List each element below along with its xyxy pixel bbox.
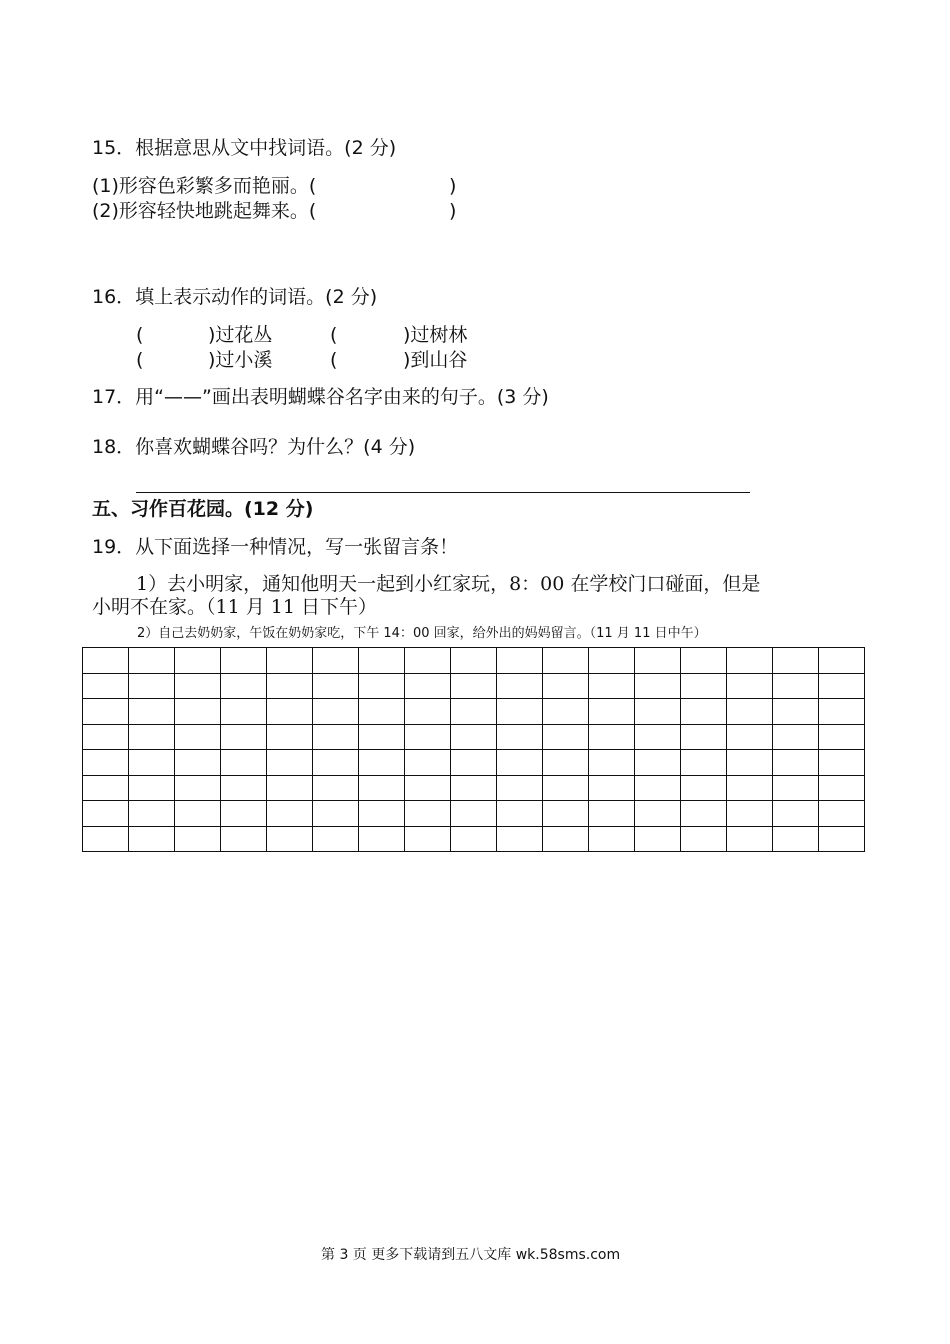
grid-cell[interactable] — [83, 673, 129, 699]
grid-cell[interactable] — [543, 750, 589, 776]
grid-cell[interactable] — [589, 750, 635, 776]
grid-cell[interactable] — [313, 826, 359, 852]
grid-cell[interactable] — [635, 750, 681, 776]
grid-cell[interactable] — [313, 724, 359, 750]
q18-answer-line — [136, 492, 750, 493]
grid-cell[interactable] — [129, 775, 175, 801]
grid-cell[interactable] — [773, 724, 819, 750]
q19-title: 19．从下面选择一种情况，写一张留言条！ — [92, 536, 459, 558]
grid-cell[interactable] — [819, 826, 865, 852]
grid-cell[interactable] — [543, 699, 589, 725]
grid-cell[interactable] — [267, 724, 313, 750]
grid-cell[interactable] — [405, 826, 451, 852]
grid-row — [83, 699, 865, 725]
q15-item2-close: ) — [449, 200, 457, 222]
grid-cell[interactable] — [175, 673, 221, 699]
grid-cell[interactable] — [681, 648, 727, 674]
grid-cell[interactable] — [129, 826, 175, 852]
grid-cell[interactable] — [727, 673, 773, 699]
grid-cell[interactable] — [589, 648, 635, 674]
grid-cell[interactable] — [129, 801, 175, 827]
grid-row — [83, 724, 865, 750]
grid-cell[interactable] — [221, 699, 267, 725]
grid-cell[interactable] — [819, 673, 865, 699]
grid-cell[interactable] — [773, 826, 819, 852]
grid-cell[interactable] — [819, 699, 865, 725]
grid-cell[interactable] — [129, 648, 175, 674]
q16-item3-open: ( — [136, 349, 144, 371]
grid-cell[interactable] — [175, 648, 221, 674]
grid-cell[interactable] — [267, 750, 313, 776]
grid-cell[interactable] — [543, 775, 589, 801]
grid-cell[interactable] — [405, 750, 451, 776]
q16-item4-close: )到山谷 — [403, 349, 468, 371]
grid-cell[interactable] — [773, 673, 819, 699]
grid-cell[interactable] — [681, 750, 727, 776]
grid-cell[interactable] — [359, 699, 405, 725]
grid-cell[interactable] — [819, 801, 865, 827]
grid-cell[interactable] — [313, 750, 359, 776]
grid-cell[interactable] — [129, 750, 175, 776]
grid-cell[interactable] — [175, 801, 221, 827]
grid-cell[interactable] — [773, 801, 819, 827]
q16-item4-open: ( — [330, 349, 338, 371]
q19-option2: 2）自己去奶奶家，午饭在奶奶家吃，下午 14：00 回家，给外出的妈妈留言。（11 月 11 日中午） — [137, 626, 707, 641]
grid-cell[interactable] — [221, 673, 267, 699]
grid-cell[interactable] — [221, 648, 267, 674]
writing-grid — [82, 647, 865, 852]
grid-cell[interactable] — [451, 699, 497, 725]
grid-row — [83, 648, 865, 674]
grid-row — [83, 673, 865, 699]
grid-cell[interactable] — [405, 648, 451, 674]
grid-cell[interactable] — [405, 801, 451, 827]
grid-cell[interactable] — [819, 775, 865, 801]
grid-cell[interactable] — [543, 673, 589, 699]
grid-cell[interactable] — [221, 775, 267, 801]
q16-title: 16．填上表示动作的词语。(2 分) — [92, 286, 378, 308]
grid-cell[interactable] — [681, 826, 727, 852]
grid-cell[interactable] — [635, 673, 681, 699]
grid-cell[interactable] — [313, 801, 359, 827]
grid-cell[interactable] — [175, 775, 221, 801]
grid-cell[interactable] — [497, 724, 543, 750]
grid-cell[interactable] — [819, 750, 865, 776]
grid-cell[interactable] — [313, 673, 359, 699]
grid-cell[interactable] — [727, 750, 773, 776]
grid-cell[interactable] — [175, 750, 221, 776]
q16-item1-close: )过花丛 — [208, 324, 273, 346]
grid-cell[interactable] — [405, 699, 451, 725]
q16-item2-open: ( — [330, 324, 338, 346]
q15-item2-label: (2)形容轻快地跳起舞来。( — [92, 200, 317, 222]
grid-cell[interactable] — [83, 775, 129, 801]
grid-cell[interactable] — [773, 775, 819, 801]
grid-cell[interactable] — [451, 801, 497, 827]
grid-cell[interactable] — [543, 801, 589, 827]
grid-cell[interactable] — [359, 750, 405, 776]
grid-cell[interactable] — [313, 775, 359, 801]
grid-cell[interactable] — [359, 775, 405, 801]
grid-cell[interactable] — [497, 648, 543, 674]
grid-cell[interactable] — [819, 724, 865, 750]
q19-option1-line1: 1）去小明家，通知他明天一起到小红家玩，8：00 在学校门口碰面，但是 — [136, 573, 761, 595]
grid-cell[interactable] — [129, 699, 175, 725]
grid-cell[interactable] — [727, 648, 773, 674]
grid-cell[interactable] — [405, 673, 451, 699]
grid-cell[interactable] — [83, 699, 129, 725]
grid-cell[interactable] — [267, 648, 313, 674]
grid-cell[interactable] — [267, 826, 313, 852]
grid-cell[interactable] — [175, 699, 221, 725]
grid-cell[interactable] — [635, 775, 681, 801]
grid-cell[interactable] — [635, 826, 681, 852]
q15-title: 15．根据意思从文中找词语。(2 分) — [92, 137, 397, 159]
grid-cell[interactable] — [359, 648, 405, 674]
grid-cell[interactable] — [313, 699, 359, 725]
grid-cell[interactable] — [635, 648, 681, 674]
grid-cell[interactable] — [589, 775, 635, 801]
section5-title: 五、习作百花园。(12 分) — [92, 498, 314, 520]
grid-cell[interactable] — [451, 724, 497, 750]
grid-cell[interactable] — [773, 648, 819, 674]
grid-cell[interactable] — [589, 699, 635, 725]
grid-cell[interactable] — [497, 775, 543, 801]
grid-row — [83, 826, 865, 852]
grid-cell[interactable] — [175, 724, 221, 750]
grid-cell[interactable] — [819, 648, 865, 674]
grid-cell[interactable] — [635, 724, 681, 750]
q16-item2-close: )过树林 — [403, 324, 468, 346]
grid-cell[interactable] — [727, 699, 773, 725]
grid-cell[interactable] — [451, 673, 497, 699]
q17-title: 17．用“——”画出表明蝴蝶谷名字由来的句子。(3 分) — [92, 386, 549, 408]
grid-cell[interactable] — [221, 724, 267, 750]
grid-cell[interactable] — [635, 801, 681, 827]
q18-title: 18．你喜欢蝴蝶谷吗？为什么？(4 分) — [92, 436, 416, 458]
grid-cell[interactable] — [405, 724, 451, 750]
grid-cell[interactable] — [727, 801, 773, 827]
grid-cell[interactable] — [83, 724, 129, 750]
grid-cell[interactable] — [221, 826, 267, 852]
grid-cell[interactable] — [451, 826, 497, 852]
grid-cell[interactable] — [175, 826, 221, 852]
q15-item1-label: (1)形容色彩繁多而艳丽。( — [92, 175, 317, 197]
grid-cell[interactable] — [727, 826, 773, 852]
grid-cell[interactable] — [589, 801, 635, 827]
grid-cell[interactable] — [681, 699, 727, 725]
grid-cell[interactable] — [129, 673, 175, 699]
grid-cell[interactable] — [129, 724, 175, 750]
grid-cell[interactable] — [451, 750, 497, 776]
grid-cell[interactable] — [497, 673, 543, 699]
grid-cell[interactable] — [267, 801, 313, 827]
grid-cell[interactable] — [589, 826, 635, 852]
grid-cell[interactable] — [451, 775, 497, 801]
grid-row — [83, 750, 865, 776]
grid-cell[interactable] — [681, 724, 727, 750]
grid-cell[interactable] — [405, 775, 451, 801]
grid-cell[interactable] — [773, 750, 819, 776]
grid-cell[interactable] — [83, 750, 129, 776]
grid-cell[interactable] — [543, 724, 589, 750]
grid-cell[interactable] — [267, 775, 313, 801]
grid-cell[interactable] — [497, 750, 543, 776]
grid-cell[interactable] — [681, 775, 727, 801]
grid-cell[interactable] — [589, 673, 635, 699]
q16-item1-open: ( — [136, 324, 144, 346]
grid-cell[interactable] — [543, 826, 589, 852]
grid-cell[interactable] — [543, 648, 589, 674]
q19-option1-line2: 小明不在家。（11 月 11 日下午） — [92, 596, 377, 618]
q15-item1-close: ) — [449, 175, 457, 197]
grid-cell[interactable] — [83, 826, 129, 852]
grid-cell[interactable] — [497, 699, 543, 725]
q16-item3-close: )过小溪 — [208, 349, 273, 371]
page-footer: 第 3 页 更多下载请到五八文库 wk.58sms.com — [321, 1247, 621, 1263]
grid-cell[interactable] — [83, 801, 129, 827]
grid-cell[interactable] — [451, 648, 497, 674]
grid-cell[interactable] — [359, 724, 405, 750]
grid-cell[interactable] — [221, 801, 267, 827]
grid-cell[interactable] — [497, 801, 543, 827]
grid-cell[interactable] — [313, 648, 359, 674]
grid-cell[interactable] — [727, 724, 773, 750]
grid-cell[interactable] — [221, 750, 267, 776]
grid-cell[interactable] — [267, 673, 313, 699]
grid-row — [83, 775, 865, 801]
grid-cell[interactable] — [83, 648, 129, 674]
grid-cell[interactable] — [589, 724, 635, 750]
grid-cell[interactable] — [773, 699, 819, 725]
grid-cell[interactable] — [635, 699, 681, 725]
grid-cell[interactable] — [681, 673, 727, 699]
grid-cell[interactable] — [359, 673, 405, 699]
grid-cell[interactable] — [267, 699, 313, 725]
grid-cell[interactable] — [727, 775, 773, 801]
grid-cell[interactable] — [359, 826, 405, 852]
grid-row — [83, 801, 865, 827]
grid-cell[interactable] — [497, 826, 543, 852]
grid-cell[interactable] — [359, 801, 405, 827]
grid-cell[interactable] — [681, 801, 727, 827]
